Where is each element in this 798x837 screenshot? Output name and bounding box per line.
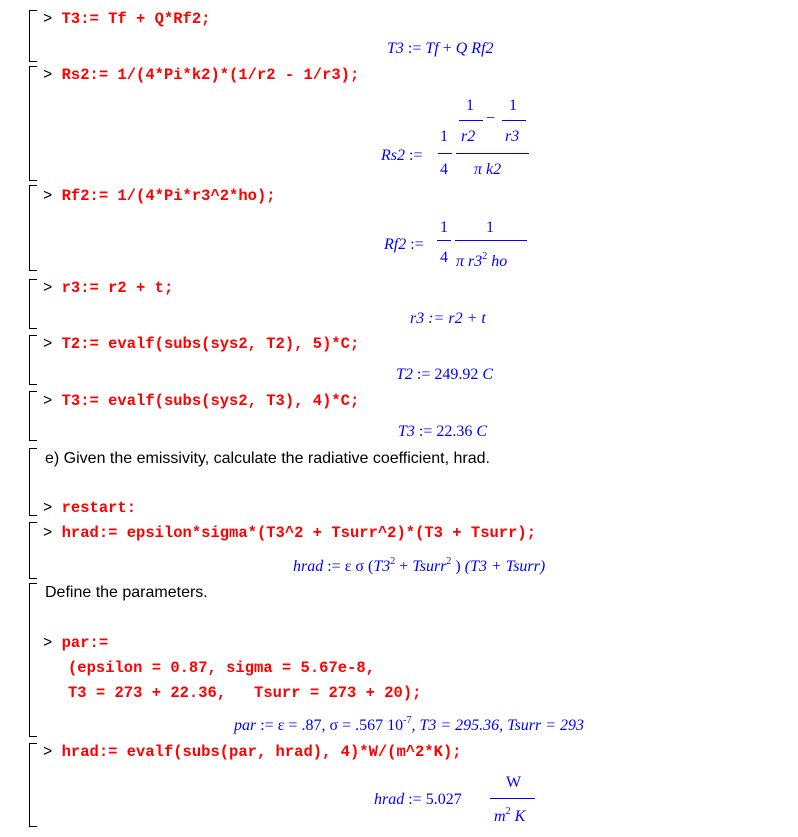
output-hrad-def: hrad := ε σ ($T3^2$ + Tsurr$^2$ ) (T3 + Tsurr) bbox=[293, 556, 546, 575]
input-rf2-def[interactable]: > Rf2:= 1/(4*Pi*r3^2*ho); bbox=[43, 187, 276, 205]
output-rf2-def: Rf2 := 1 4 1 π $r3^2$ ho bbox=[0, 0, 798, 280]
output-hrad-eval: hrad := 5.027 W $m^2$ K bbox=[0, 0, 798, 837]
section-e-text: e) Given the emissivity, calculate the radiative coefficient, hrad. bbox=[45, 450, 490, 467]
output-r3-def: r3 := r2 + t bbox=[410, 310, 486, 327]
input-par-def[interactable]: > par:= bbox=[43, 634, 109, 652]
input-t3-eval[interactable]: > T3:= evalf(subs(sys2, T3), 4)*C; bbox=[43, 392, 360, 410]
input-t3-def[interactable]: > T3:= Tf + Q*Rf2; bbox=[43, 10, 211, 28]
prompt: > bbox=[43, 10, 53, 28]
output-par-def: par := ε = .87, σ = .567 $10^{-7}$, T3 = 295.36, Tsurr = 293 bbox=[234, 715, 585, 734]
output-rs2-def: Rs2 := 1 4 1 r2 − 1 r3 π k2 bbox=[0, 0, 798, 200]
input-restart[interactable]: > restart: bbox=[43, 499, 137, 517]
params-text: Define the parameters. bbox=[45, 584, 208, 601]
input-hrad-eval[interactable]: > hrad:= evalf(subs(par, hrad), 4)*W/(m^2*K); bbox=[43, 743, 462, 761]
input-r3-def[interactable]: > r3:= r2 + t; bbox=[43, 279, 174, 297]
input-par-line2[interactable]: (epsilon = 0.87, sigma = 5.67e-8, bbox=[68, 659, 375, 677]
input-par-line3[interactable]: T3 = 273 + 22.36, Tsurr = 273 + 20); bbox=[68, 684, 422, 702]
input-rs2-def[interactable]: > Rs2:= 1/(4*Pi*k2)*(1/r2 - 1/r3); bbox=[43, 66, 360, 84]
input-t2-eval[interactable]: > T2:= evalf(subs(sys2, T2), 5)*C; bbox=[43, 335, 360, 353]
input-hrad-def[interactable]: > hrad:= epsilon*sigma*(T3^2 + Tsurr^2)*(T3 + Tsurr); bbox=[43, 524, 537, 542]
output-t3-def: T3 := Tf + Q Rf2 bbox=[387, 40, 494, 57]
output-t2-eval: T2 := 249.92 C bbox=[396, 366, 494, 383]
output-t3-eval: T3 := 22.36 C bbox=[398, 423, 488, 440]
